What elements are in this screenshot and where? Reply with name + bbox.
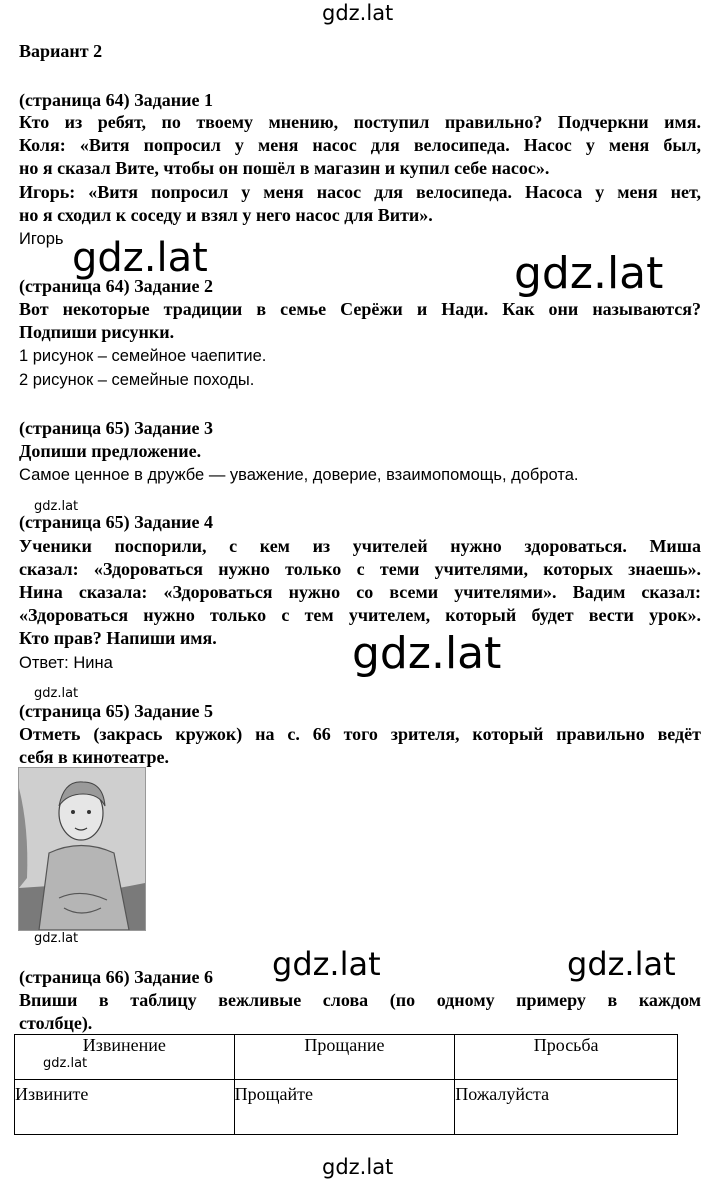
cinema-viewer-picture xyxy=(18,767,146,931)
watermark-bottom: gdz.lat xyxy=(322,1155,394,1179)
table-cell: Извините xyxy=(15,1080,235,1135)
task5-question-line2: себя в кинотеатре. xyxy=(19,747,170,767)
task4-question-line5: Кто прав? Напиши имя. xyxy=(19,628,217,648)
table-row xyxy=(15,1080,678,1135)
task5-question-line1: Отметь (закрась кружок) на с. 66 того зрителя, который правильно ведёт xyxy=(19,724,701,744)
task1-kolya-line1: Коля: «Витя попросил у меня насос для велосипеда. Насос у меня был, xyxy=(19,135,701,155)
task6-header: (страница 66) Задание 6 xyxy=(19,967,214,987)
task1-igor-line2: но я сходил к соседу и взял у него насос для Вити». xyxy=(19,205,433,225)
task2-header: (страница 64) Задание 2 xyxy=(19,276,214,296)
task3-header: (страница 65) Задание 3 xyxy=(19,418,214,438)
watermark: gdz.lat xyxy=(272,945,381,983)
table-header-row xyxy=(15,1035,678,1080)
variant-title: Вариант 2 xyxy=(19,41,103,61)
task6-question-line2: столбце). xyxy=(19,1013,93,1033)
watermark: gdz.lat xyxy=(514,248,664,299)
watermark: gdz.lat xyxy=(43,1056,88,1071)
column-header: Извинение gdz.lat xyxy=(15,1035,235,1080)
polite-words-table xyxy=(14,1034,678,1135)
table-cell: Пожалуйста xyxy=(455,1080,678,1135)
watermark: gdz.lat xyxy=(567,945,676,983)
task1-answer: Игорь xyxy=(19,230,64,248)
watermark: gdz.lat xyxy=(34,499,79,514)
task2-question-line1: Вот некоторые традиции в семье Серёжи и Нади. Как они называются? xyxy=(19,299,701,319)
task3-question: Допиши предложение. xyxy=(19,441,202,461)
watermark: gdz.lat xyxy=(34,686,79,701)
task2-answer-1: 1 рисунок – семейное чаепитие. xyxy=(19,347,267,365)
task1-header: (страница 64) Задание 1 xyxy=(19,90,214,110)
task4-question-line3: Нина сказала: «Здороваться нужно со всеми учителями». Вадим сказал: xyxy=(19,582,701,602)
task3-answer: Самое ценное в дружбе — уважение, доверие, взаимопомощь, доброта. xyxy=(19,466,579,484)
watermark: gdz.lat xyxy=(352,628,502,679)
task1-kolya-line2: но я сказал Вите, чтобы он пошёл в магазин и купил себе насос». xyxy=(19,158,550,178)
watermark: gdz.lat xyxy=(72,235,208,281)
task5-header: (страница 65) Задание 5 xyxy=(19,701,214,721)
table-cell: Прощайте xyxy=(234,1080,455,1135)
watermark-top: gdz.lat xyxy=(322,1,394,25)
column-header: Прощание xyxy=(234,1035,455,1080)
task2-question-line2: Подпиши рисунки. xyxy=(19,322,175,342)
task4-answer: Ответ: Нина xyxy=(19,654,113,672)
task4-question-line4: «Здороваться нужно только с тем учителем, который будет вести урок». xyxy=(19,605,701,625)
task1-igor-line1: Игорь: «Витя попросил у меня насос для велосипеда. Насоса у меня нет, xyxy=(19,182,701,202)
task2-answer-2: 2 рисунок – семейные походы. xyxy=(19,371,255,389)
task1-question: Кто из ребят, по твоему мнению, поступил правильно? Подчеркни имя. xyxy=(19,112,701,132)
watermark: gdz.lat xyxy=(34,931,79,946)
task4-question-line2: сказал: «Здороваться нужно только с теми учителями, которых знаешь». xyxy=(19,559,701,579)
task4-header: (страница 65) Задание 4 xyxy=(19,512,214,532)
column-header: Просьба xyxy=(455,1035,678,1080)
task4-question-line1: Ученики поспорили, с кем из учителей нужно здороваться. Миша xyxy=(19,536,701,556)
task6-question-line1: Впиши в таблицу вежливые слова (по одному примеру в каждом xyxy=(19,990,701,1010)
